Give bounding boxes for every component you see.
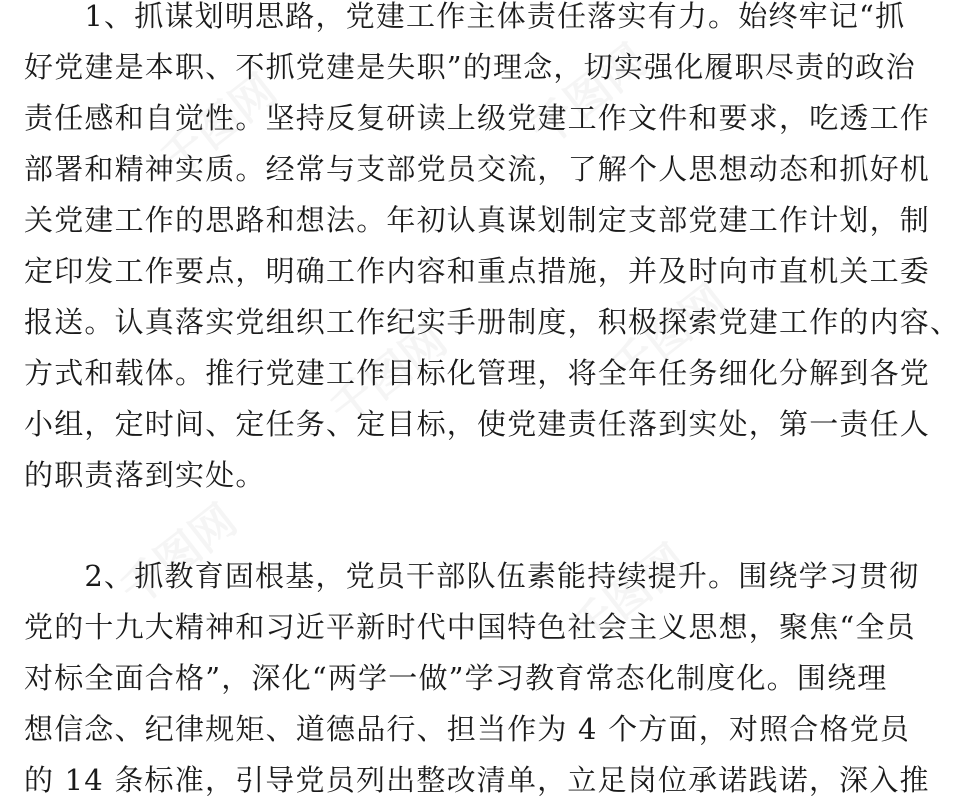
body-text-line: 定印发工作要点，明确工作内容和重点措施，并及时向市直机关工委: [24, 254, 931, 288]
body-text-line: 党的十九大精神和习近平新时代中国特色社会主义思想，聚焦“全员: [24, 610, 916, 644]
body-text-line: 的职责落到实处。: [24, 458, 266, 492]
body-text-line: 部署和精神实质。经常与支部党员交流，了解个人思想动态和抓好机: [24, 152, 931, 186]
watermark: 千图网: [521, 34, 657, 157]
watermark: 千图网: [111, 494, 247, 617]
body-text-line: 关党建工作的思路和想法。年初认真谋划制定支部党建工作计划，制: [24, 203, 931, 237]
body-text-line: 想信念、纪律规矩、道德品行、担当作为 4 个方面，对照合格党员: [24, 712, 911, 746]
watermark: 千图网: [561, 534, 697, 657]
watermark: 千图网: [321, 314, 457, 437]
body-text-line: 的 14 条标准，引导党员列出整改清单，立足岗位承诺践诺，深入推: [24, 763, 930, 797]
body-text-line: 好党建是本职、不抓党建是失职”的理念，切实强化履职尽责的政治: [24, 50, 916, 84]
body-text-line: 对标全面合格”，深化“两学一做”学习教育常态化制度化。围绕理: [24, 661, 888, 695]
body-text-line: 责任感和自觉性。坚持反复研读上级党建工作文件和要求，吃透工作: [24, 101, 931, 135]
body-text-line: 2、抓教育固根基，党员干部队伍素能持续提升。围绕学习贯彻: [24, 559, 920, 593]
body-text-line: 小组，定时间、定任务、定目标，使党建责任落到实处，第一责任人: [24, 407, 931, 441]
watermark: 千图网: [151, 64, 287, 187]
body-text-line: 报送。认真落实党组织工作纪实手册制度，积极探索党建工作的内容、: [24, 305, 960, 339]
body-text-line: 1、抓谋划明思路，党建工作主体责任落实有力。始终牢记“抓: [24, 0, 906, 33]
watermark: 千图网: [601, 274, 737, 397]
body-text-line: 方式和载体。推行党建工作目标化管理，将全年任务细化分解到各党: [24, 356, 931, 390]
